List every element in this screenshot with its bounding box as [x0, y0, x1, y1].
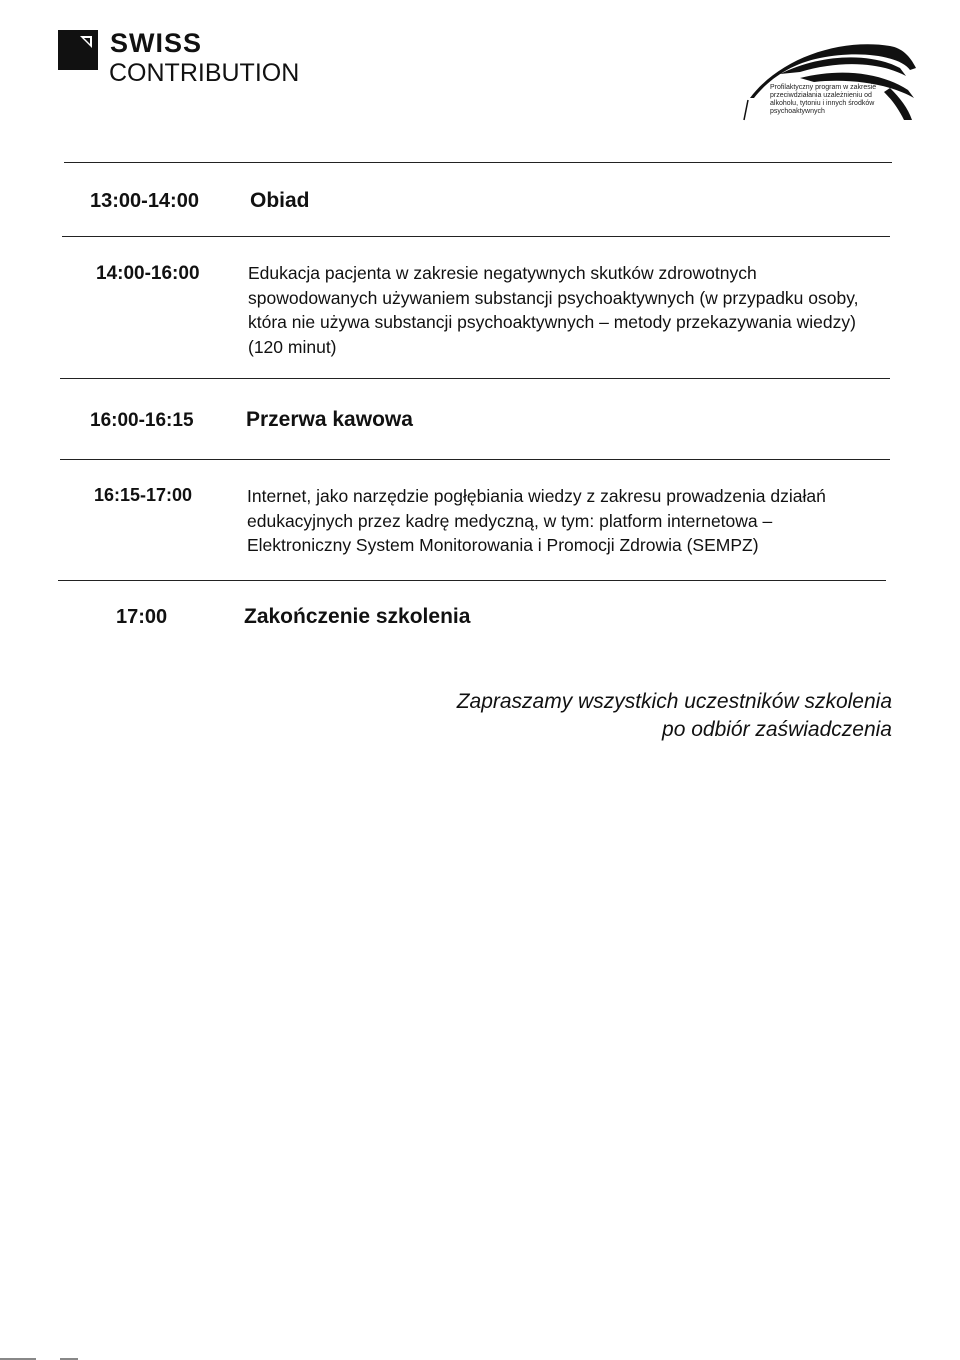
brand-line-1: SWISS [110, 28, 203, 58]
program-logo-text: Profilaktyczny program w zakresie przeciwdziałania uzależnieniu od alkoholu, tytoniu i innych środków psychoaktywnych [770, 84, 877, 115]
divider [58, 580, 886, 581]
divider [60, 378, 890, 379]
brand-line-2: CONTRIBUTION [109, 59, 300, 87]
divider [60, 459, 890, 460]
agenda-title: Obiad [250, 189, 310, 212]
agenda-title: Przerwa kawowa [246, 408, 413, 431]
agenda-title: Zakończenie szkolenia [244, 605, 471, 628]
divider [62, 236, 890, 237]
agenda-description: Edukacja pacjenta w zakresie negatywnych skutków zdrowotnych spowodowanych używaniem substancji psychoaktywnych (w przypadku osoby, która nie używa substancji psychoaktywnych – metody przekazywania wiedzy) (120 minut) [248, 263, 859, 357]
closing-line-2: po odbiór zaświadczenia [662, 718, 892, 741]
agenda-time: 16:15-17:00 [94, 485, 193, 505]
agenda-time: 16:00-16:15 [90, 410, 194, 431]
agenda-description: Internet, jako narzędzie pogłębiania wiedzy z zakresu prowadzenia działań edukacyjnych przez kadrę medyczną, w tym: platform internetowa – Elektroniczny System Monitorowania i Promocji Zdrowia (SEMPZ) [247, 486, 826, 555]
closing-line-1: Zapraszamy wszystkich uczestników szkolenia [456, 690, 892, 713]
swiss-flag-icon [58, 30, 98, 70]
closing-note [457, 688, 892, 744]
agenda-time: 13:00-14:00 [90, 190, 199, 212]
agenda-time: 17:00 [116, 606, 168, 628]
agenda-time: 14:00-16:00 [96, 263, 200, 284]
divider [64, 162, 892, 163]
program-logo [740, 28, 920, 128]
